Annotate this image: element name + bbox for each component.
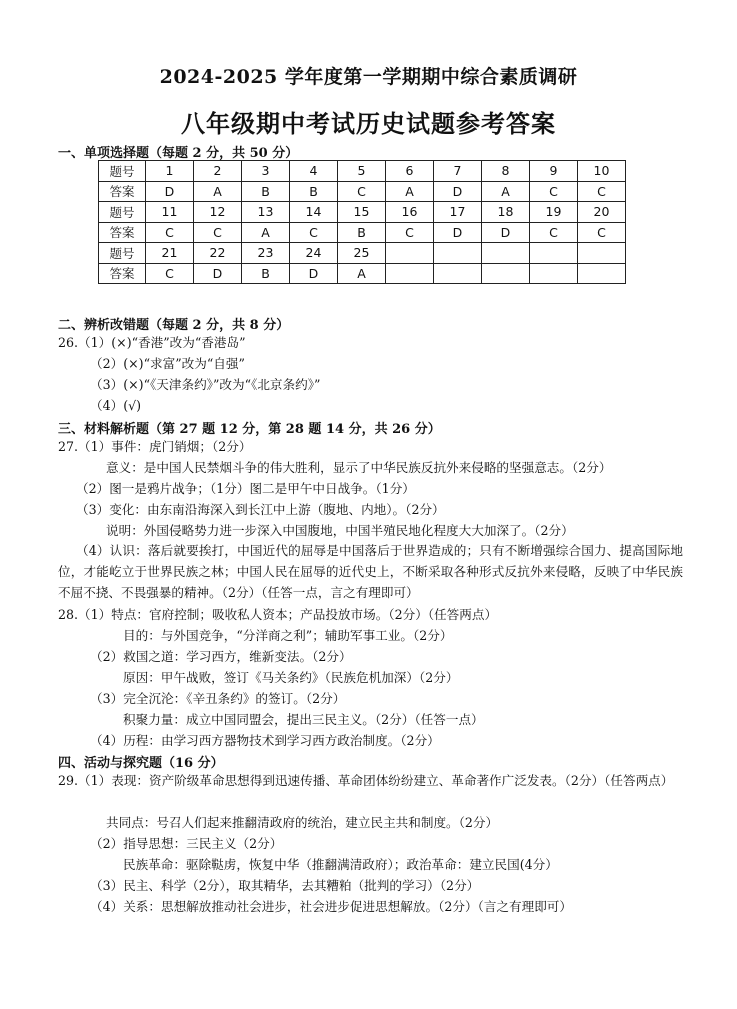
row-header-question: 题号 xyxy=(99,243,146,264)
answer-cell xyxy=(530,263,578,284)
question-number-row xyxy=(99,161,626,182)
section-3-heading: 三、材料解析题（第 27 题 12 分，第 28 题 14 分，共 26 分） xyxy=(58,422,441,437)
question-number-cell: 16 xyxy=(386,202,434,223)
answer-cell: C xyxy=(338,181,386,202)
q28-line-4: 原因：甲午战败，签订《马关条约》（民族危机加深）（2分） xyxy=(123,670,459,685)
answer-row xyxy=(99,222,626,243)
answer-cell: D xyxy=(146,181,194,202)
question-number-cell xyxy=(482,243,530,264)
question-number-cell xyxy=(578,243,626,264)
section-1-heading: 一、单项选择题（每题 2 分，共 50 分） xyxy=(58,146,299,161)
row-header-answer: 答案 xyxy=(99,263,146,284)
answer-cell: B xyxy=(338,222,386,243)
answer-row xyxy=(99,181,626,202)
page-title: 2024-2025 学年度第一学期期中综合素质调研 xyxy=(159,66,578,88)
q28-line-1: 28.（1）特点：官府控制；吸收私人资本；产品投放市场。（2分）（任答两点） xyxy=(58,607,498,622)
question-number-cell: 20 xyxy=(578,202,626,223)
question-number-cell: 15 xyxy=(338,202,386,223)
answer-cell: A xyxy=(338,263,386,284)
q29-1-paragraph: 29.（1）表现：资产阶级革命思想得到迅速传播、革命团体纷纷建立、革命著作广泛发表。（2分）（任答两点） xyxy=(58,773,674,788)
q29-line-5: （4）关系：思想解放推动社会进步，社会进步促进思想解放。（2分）（言之有理即可） xyxy=(90,899,572,914)
answer-cell: C xyxy=(146,222,194,243)
answer-cell: A xyxy=(482,181,530,202)
answer-table xyxy=(98,160,626,284)
question-number-cell xyxy=(386,243,434,264)
q28-line-3: （2）救国之道：学习西方，维新变法。（2分） xyxy=(90,649,352,664)
section-4-heading: 四、活动与探究题（16 分） xyxy=(58,756,224,771)
q26-line-4: （4）(√) xyxy=(90,398,142,413)
answer-cell: C xyxy=(194,222,242,243)
answer-cell: D xyxy=(434,222,482,243)
question-number-cell: 4 xyxy=(290,161,338,182)
question-number-cell: 25 xyxy=(338,243,386,264)
q26-line-2: （2）(×)“求富”改为“自强” xyxy=(90,356,245,371)
question-number-row xyxy=(99,202,626,223)
answer-cell: D xyxy=(482,222,530,243)
question-number-cell: 22 xyxy=(194,243,242,264)
answer-cell: C xyxy=(530,181,578,202)
answer-cell: C xyxy=(578,181,626,202)
q27-line-5: 说明：外国侵略势力进一步深入中国腹地，中国半殖民地化程度大大加深了。（2分） xyxy=(106,523,574,538)
answer-cell: D xyxy=(434,181,482,202)
answer-cell: A xyxy=(242,222,290,243)
question-number-cell: 19 xyxy=(530,202,578,223)
answer-cell: B xyxy=(242,181,290,202)
page-subtitle: 八年级期中考试历史试题参考答案 xyxy=(181,109,556,138)
answer-cell xyxy=(578,263,626,284)
answer-cell: C xyxy=(530,222,578,243)
question-number-cell: 5 xyxy=(338,161,386,182)
answer-cell xyxy=(386,263,434,284)
answer-cell: A xyxy=(194,181,242,202)
q29-line-2: （2）指导思想：三民主义（2分） xyxy=(90,836,283,851)
q27-4-paragraph: （4）认识：落后就要挨打，中国近代的屈辱是中国落后于世界造成的；只有不断增强综合国力、提高国际地位，才能屹立于世界民族之林；中国人民在屈辱的近代史上，不断采取各种形式反抗外来侵略，反映了中华民族不屈不挠、不畏强暴的精神。（2分）（任答一点，言之有理即可） xyxy=(58,543,683,600)
question-number-cell: 11 xyxy=(146,202,194,223)
q29-line-3: 民族革命：驱除鞑虏，恢复中华（推翻满清政府）；政治革命：建立民国(4分） xyxy=(123,857,558,872)
answer-cell: C xyxy=(578,222,626,243)
section-2-heading: 二、辨析改错题（每题 2 分，共 8 分） xyxy=(58,318,290,333)
q27-line-4: （3）变化：由东南沿海深入到长江中上游（腹地、内地）。（2分） xyxy=(76,502,445,517)
answer-cell xyxy=(482,263,530,284)
answer-cell xyxy=(434,263,482,284)
question-number-cell: 1 xyxy=(146,161,194,182)
answer-cell: C xyxy=(146,263,194,284)
question-number-cell: 17 xyxy=(434,202,482,223)
answer-cell: B xyxy=(290,181,338,202)
answer-cell: D xyxy=(290,263,338,284)
row-header-question: 题号 xyxy=(99,202,146,223)
question-number-cell: 21 xyxy=(146,243,194,264)
question-number-cell: 8 xyxy=(482,161,530,182)
question-number-cell: 12 xyxy=(194,202,242,223)
answer-cell: B xyxy=(242,263,290,284)
q27-line-3: （2）图一是鸦片战争；（1分）图二是甲午中日战争。（1分） xyxy=(76,481,415,496)
question-number-cell: 13 xyxy=(242,202,290,223)
question-number-cell: 9 xyxy=(530,161,578,182)
answer-row xyxy=(99,263,626,284)
question-number-cell: 18 xyxy=(482,202,530,223)
row-header-question: 题号 xyxy=(99,161,146,182)
q29-line-1: 共同点：号召人们起来推翻清政府的统治，建立民主共和制度。（2分） xyxy=(106,815,499,830)
question-number-cell xyxy=(530,243,578,264)
q26-line-3: （3）(×)“《天津条约》”改为“《北京条约》” xyxy=(90,377,321,392)
question-number-row xyxy=(99,243,626,264)
question-number-cell: 23 xyxy=(242,243,290,264)
q26-line-1: 26.（1）(×)“香港”改为“香港岛” xyxy=(58,335,246,350)
q28-line-6: 积聚力量：成立中国同盟会，提出三民主义。（2分）（任答一点） xyxy=(123,712,484,727)
question-number-cell: 6 xyxy=(386,161,434,182)
question-number-cell: 3 xyxy=(242,161,290,182)
q28-line-7: （4）历程：由学习西方器物技术到学习西方政治制度。（2分） xyxy=(90,733,440,748)
question-number-cell xyxy=(434,243,482,264)
question-number-cell: 24 xyxy=(290,243,338,264)
q28-line-5: （3）完全沉沦：《辛丑条约》的签订。（2分） xyxy=(90,691,346,706)
question-number-cell: 7 xyxy=(434,161,482,182)
answer-cell: C xyxy=(290,222,338,243)
question-number-cell: 2 xyxy=(194,161,242,182)
answer-cell: A xyxy=(386,181,434,202)
row-header-answer: 答案 xyxy=(99,181,146,202)
q28-line-2: 目的：与外国竞争，“分洋商之利”；辅助军事工业。（2分） xyxy=(123,628,453,643)
answer-cell: D xyxy=(194,263,242,284)
question-number-cell: 14 xyxy=(290,202,338,223)
row-header-answer: 答案 xyxy=(99,222,146,243)
q27-line-1: 27.（1）事件：虎门销烟；（2分） xyxy=(58,439,252,454)
answer-cell: C xyxy=(386,222,434,243)
q27-line-2: 意义：是中国人民禁烟斗争的伟大胜利，显示了中华民族反抗外来侵略的坚强意志。（2分） xyxy=(106,460,612,475)
question-number-cell: 10 xyxy=(578,161,626,182)
q29-line-4: （3）民主、科学（2分），取其精华，去其糟粕（批判的学习）（2分） xyxy=(90,878,480,893)
